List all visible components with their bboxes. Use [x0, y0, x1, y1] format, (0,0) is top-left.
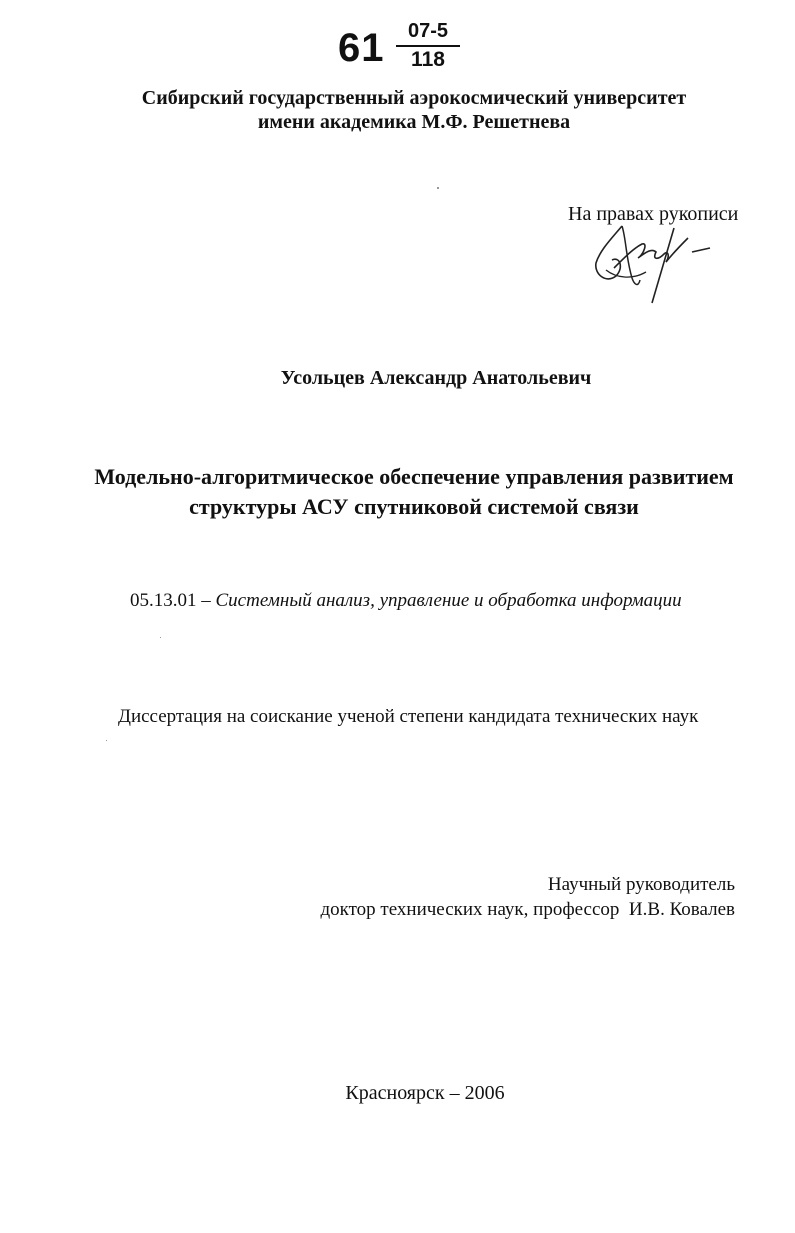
catalog-denominator: 118	[411, 48, 445, 71]
city-year: Красноярск – 2006	[345, 1082, 505, 1104]
dissertation-title	[0, 462, 795, 522]
advisor-role: Научный руководитель	[547, 874, 735, 895]
university-line-2: имени академика М.Ф. Решетнева	[257, 111, 571, 133]
specialty-name: Системный анализ, управление и обработка информации	[215, 590, 682, 611]
catalog-numerator: 07-5	[407, 20, 449, 42]
title-line-2: структуры АСУ спутниковой системой связи	[189, 494, 639, 519]
specialty-code: 05.13.01 –	[130, 590, 211, 611]
catalog-fraction-bar	[396, 45, 460, 47]
university-line-1: Сибирский государственный аэрокосмический университет	[141, 87, 687, 109]
scan-speck	[160, 637, 161, 638]
advisor-name: доктор технических наук, профессор И.В. Ковалев	[320, 899, 735, 920]
handwritten-signature	[592, 208, 722, 308]
scan-speck	[437, 187, 439, 189]
author-name: Усольцев Александр Анатольевич	[280, 367, 592, 389]
university-name	[0, 86, 795, 134]
catalog-main: 61	[338, 26, 385, 70]
title-line-1: Модельно-алгоритмическое обеспечение управления развитием	[94, 464, 734, 489]
specialty	[130, 590, 682, 612]
catalog-number	[338, 18, 478, 78]
scientific-advisor	[320, 872, 735, 922]
scan-speck	[106, 740, 107, 741]
manuscript-rights: На правах рукописи	[568, 203, 739, 225]
degree-statement: Диссертация на соискание ученой степени кандидата технических наук	[118, 706, 699, 727]
